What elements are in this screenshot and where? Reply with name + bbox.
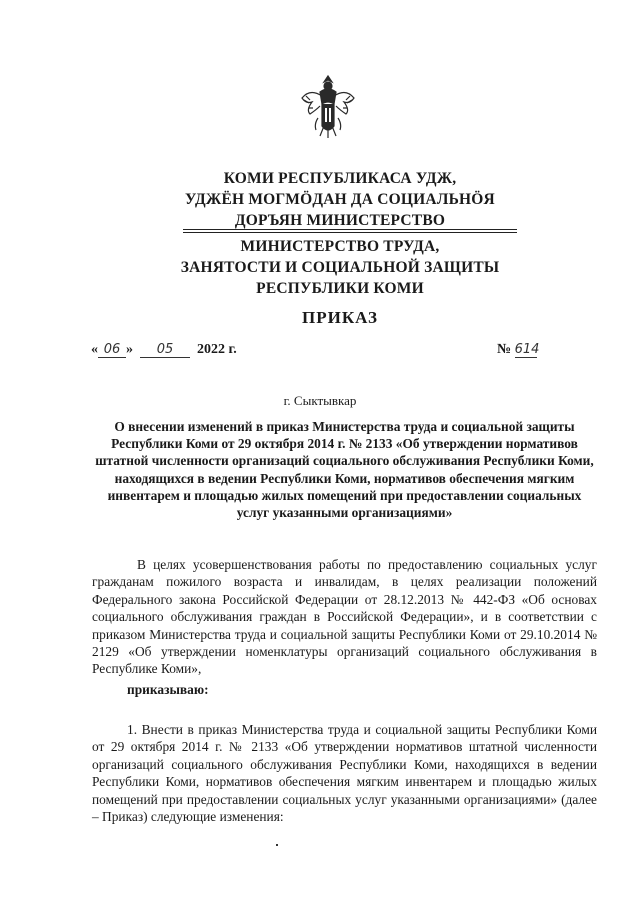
header-divider-top — [183, 229, 517, 230]
date-month: 05 — [140, 342, 190, 358]
header-ru-line1: МИНИСТЕРСТВО ТРУДА, — [240, 238, 440, 255]
header-komi — [20, 168, 640, 231]
header-komi-line3: ДОРЪЯН МИНИСТЕРСТВО — [234, 212, 446, 229]
date-day: 06 — [98, 342, 126, 358]
header-ru-line3: РЕСПУБЛИКИ КОМИ — [256, 280, 424, 297]
header-komi-line1: КОМИ РЕСПУБЛИКАСА УДЖ, — [223, 170, 457, 187]
order-subject: О внесении изменений в приказ Министерства труда и социальной защиты Республики Коми от 29 октября 2014 г. № 2133 «Об утверждении нормативов штатной численности организаций социального обслуживания Республики Коми, находящихся в ведении Республики Коми, нормативов обеспечения мягким инвентарем и площадью жилых помещений при предоставлении социальных услуг указанными организациями» — [95, 419, 594, 521]
order-word: приказываю: — [127, 682, 209, 697]
order-date — [91, 342, 237, 358]
item-1-paragraph: 1. Внести в приказ Министерства труда и социальной защиты Республики Коми от 29 октября 2014 г. № 2133 «Об утверждении нормативов штатной численности организаций социального обслуживания Республики Коми, находящихся в ведении Республики Коми, нормативов обеспечения мягким инвентарем и площадью жилых помещений при предоставлении социальных услуг указанными организациями» (далее – Приказ) следующие изменения: — [92, 722, 597, 825]
document-title: ПРИКАЗ — [302, 308, 378, 327]
city: г. Сыктывкар — [283, 393, 357, 408]
coat-of-arms-komi-icon — [300, 74, 356, 140]
order-number — [497, 342, 540, 358]
preamble-paragraph: В целях усовершенствования работы по предоставлению социальных услуг гражданам пожилого возраста и инвалидам, в целях реализации положений Федерального закона Российской Федерации от 28.12.2013 № 442-ФЗ «Об основах социального обслуживания граждан в Российской Федерации», и в соответствии с приказом Министерства труда и социальной защиты Республики Коми от 29.10.2014 № 2129 «Об утверждении номенклатуры организаций социального обслуживания в Республике Коми», — [92, 557, 597, 677]
number-value: 614 — [514, 342, 540, 357]
header-divider-bottom — [183, 232, 517, 233]
number-label: № — [497, 342, 512, 357]
page-dot — [276, 844, 278, 846]
header-komi-line2: УДЖЁН МОГМÖДАН ДА СОЦИАЛЬНÖЯ — [185, 191, 495, 208]
header-ru-line2: ЗАНЯТОСТИ И СОЦИАЛЬНОЙ ЗАЩИТЫ — [180, 259, 500, 276]
date-year: 2022 г. — [197, 342, 237, 357]
date-open-quote: « — [91, 342, 98, 357]
date-close-quote: » — [126, 342, 133, 357]
header-ru — [20, 236, 640, 299]
